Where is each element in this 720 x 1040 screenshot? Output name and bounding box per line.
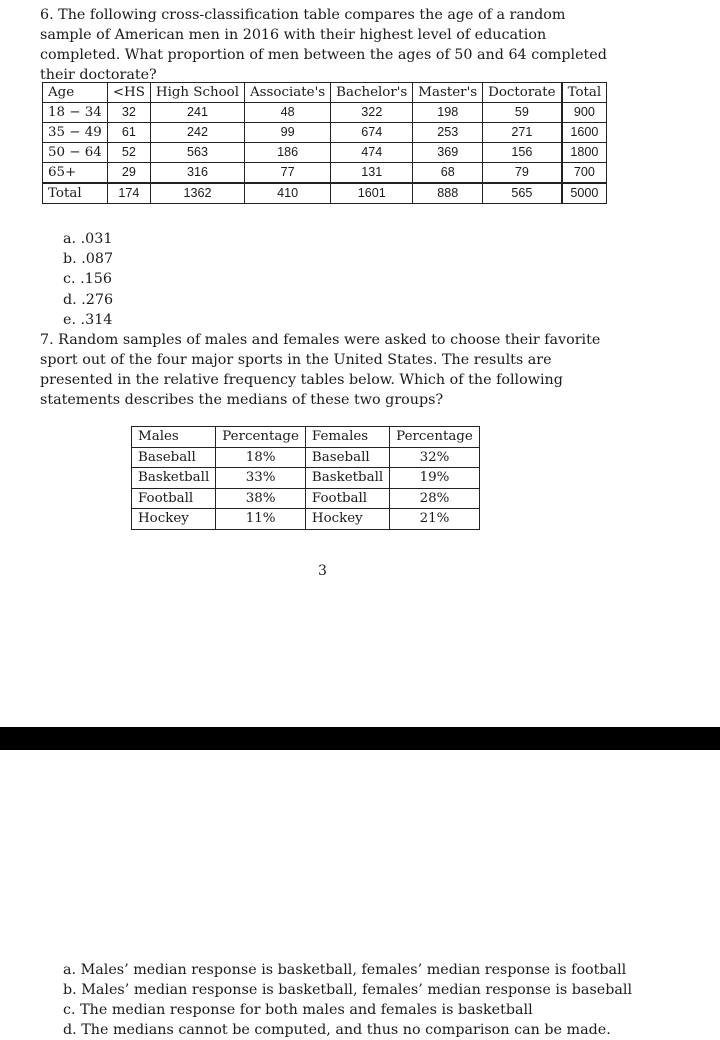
header-cell: High School — [150, 83, 244, 103]
header-cell: Master's — [413, 83, 483, 103]
table-cell: 674 — [331, 123, 413, 143]
question-7-choices — [63, 960, 632, 1040]
table-cell: 253 — [413, 123, 483, 143]
table-row — [43, 163, 607, 184]
table-cell: 38% — [216, 488, 306, 509]
table-cell: 271 — [483, 123, 562, 143]
table-cell: Basketball — [305, 468, 389, 489]
table-cell: 52 — [107, 143, 150, 163]
table-cell: Football — [305, 488, 389, 509]
table-row — [132, 468, 480, 489]
table-cell: 61 — [107, 123, 150, 143]
table-total-row — [43, 183, 607, 204]
table-row — [43, 123, 607, 143]
answer-choice: c. The median response for both males and females is basketball — [63, 1002, 533, 1018]
answer-choice: e. .314 — [63, 311, 113, 328]
answer-choice: d. .276 — [63, 291, 114, 308]
table-cell: 410 — [245, 183, 331, 204]
table-header-row — [132, 427, 480, 448]
table-cell: 1601 — [331, 183, 413, 204]
table-cell: Football — [132, 488, 216, 509]
table-cell: 186 — [245, 143, 331, 163]
table-row — [43, 143, 607, 163]
answer-choice: a. Males’ median response is basketball, females’ median response is football — [63, 962, 627, 978]
answer-choice: b. Males’ median response is basketball, females’ median response is baseball — [63, 982, 633, 998]
table-cell: Hockey — [132, 509, 216, 530]
table-cell: 18% — [216, 447, 306, 468]
answer-choice: a. .031 — [63, 231, 113, 247]
table-cell: 99 — [245, 123, 331, 143]
table-cell: 198 — [413, 103, 483, 123]
table-cell: 1800 — [562, 143, 607, 163]
table-cell: 1362 — [150, 183, 244, 204]
table-cell: 369 — [413, 143, 483, 163]
table-cell: 563 — [150, 143, 244, 163]
header-cell: Age — [43, 83, 108, 103]
table-cell: 79 — [483, 163, 562, 184]
header-cell: Males — [132, 427, 216, 448]
table-row — [43, 103, 607, 123]
table-cell: 241 — [150, 103, 244, 123]
table-cell: Baseball — [132, 447, 216, 468]
page-divider-band — [0, 727, 720, 750]
page-number: 3 — [318, 563, 327, 579]
table-row — [132, 488, 480, 509]
table-cell: 28% — [390, 488, 480, 509]
table-cell: 32% — [390, 447, 480, 468]
table-cell: 565 — [483, 183, 562, 204]
question-6-choices — [63, 229, 113, 330]
table-cell: 59 — [483, 103, 562, 123]
header-cell: Bachelor's — [331, 83, 413, 103]
table-header-row — [43, 83, 607, 103]
table-cell: 474 — [331, 143, 413, 163]
header-cell: Percentage — [216, 427, 306, 448]
table-row — [132, 447, 480, 468]
table-cell: 77 — [245, 163, 331, 184]
table-cell: 11% — [216, 509, 306, 530]
table-cell: Hockey — [305, 509, 389, 530]
table-cell: 68 — [413, 163, 483, 184]
age-education-table — [42, 82, 607, 204]
table-cell: 1600 — [562, 123, 607, 143]
answer-choice: c. .156 — [63, 271, 112, 288]
table-cell: 322 — [331, 103, 413, 123]
table-cell: 242 — [150, 123, 244, 143]
header-cell: Associate's — [245, 83, 331, 103]
favorite-sport-table — [131, 426, 480, 530]
header-cell: Females — [305, 427, 389, 448]
header-cell: <HS — [107, 83, 150, 103]
header-cell: Percentage — [390, 427, 480, 448]
table-cell: 174 — [107, 183, 150, 204]
table-cell: 156 — [483, 143, 562, 163]
question-7-text: 7. Random samples of males and females were asked to choose their favorite sport out of the four major sports in the United States. The results are presented in the relative frequency tables below. Which of the following statements describes the medians of these two groups? — [40, 332, 601, 408]
table-cell: 900 — [562, 103, 607, 123]
table-cell: 19% — [390, 468, 480, 489]
row-label: 65+ — [43, 163, 108, 184]
table-cell: Basketball — [132, 468, 216, 489]
table-cell: 5000 — [562, 183, 607, 204]
answer-choice: d. The medians cannot be computed, and thus no comparison can be made. — [63, 1022, 611, 1038]
header-cell: Doctorate — [483, 83, 562, 103]
table-cell: 316 — [150, 163, 244, 184]
table-cell: 888 — [413, 183, 483, 204]
table-cell: 29 — [107, 163, 150, 184]
row-label: 50 − 64 — [43, 143, 108, 163]
question-6-text: 6. The following cross-classification table compares the age of a random sample of American men in 2016 with their highest level of education completed. What proportion of men between the ages of 50 and 64 completed their doctorate? — [40, 7, 607, 83]
table-cell: Baseball — [305, 447, 389, 468]
row-label: 35 − 49 — [43, 123, 108, 143]
table-cell: 33% — [216, 468, 306, 489]
table-cell: 131 — [331, 163, 413, 184]
table-cell: 700 — [562, 163, 607, 184]
table-cell: 32 — [107, 103, 150, 123]
header-cell: Total — [562, 83, 607, 103]
table-cell: 21% — [390, 509, 480, 530]
table-cell: 48 — [245, 103, 331, 123]
row-label: Total — [43, 183, 108, 204]
answer-choice: b. .087 — [63, 251, 114, 268]
table-row — [132, 509, 480, 530]
row-label: 18 − 34 — [43, 103, 108, 123]
